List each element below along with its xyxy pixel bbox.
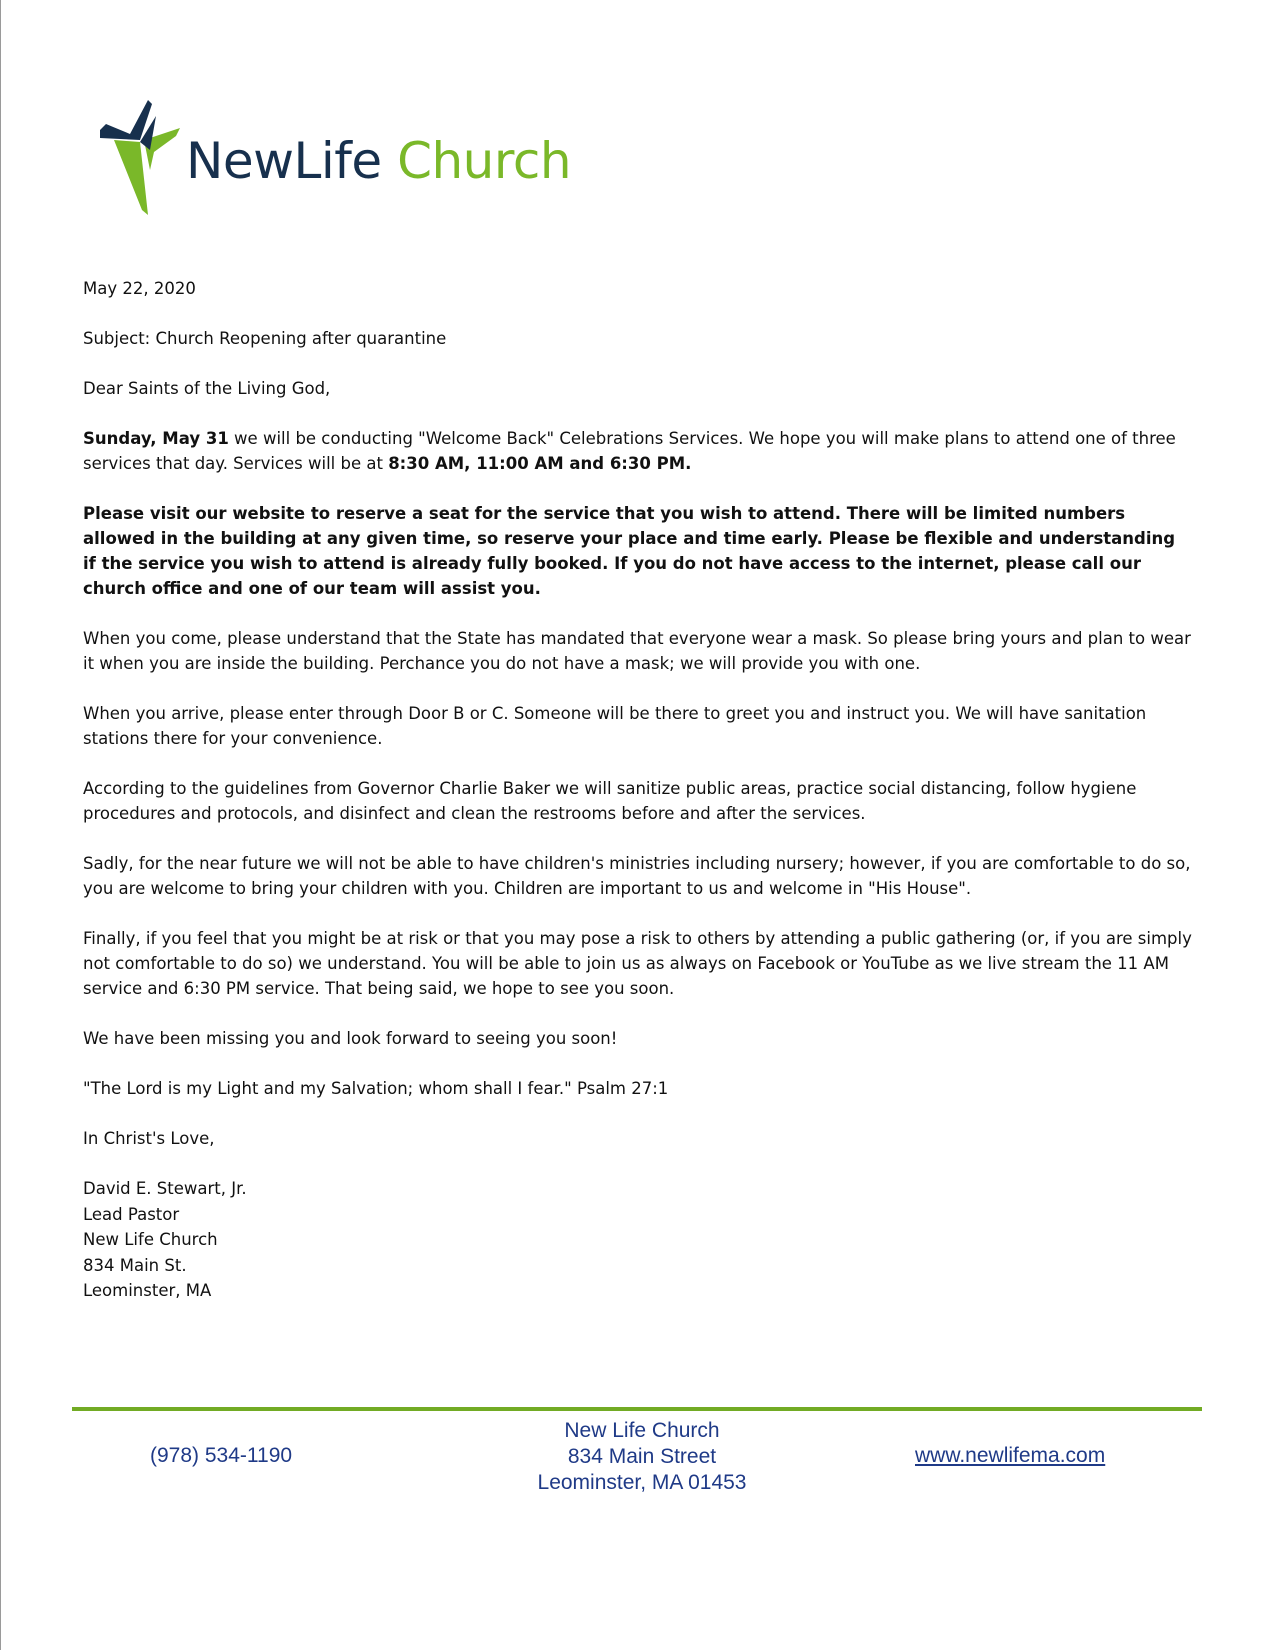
church-logo [100, 100, 580, 215]
paragraph-livestream: Finally, if you feel that you might be at risk or that you may pose a risk to others by attending a public gathering (or, if you are simply not comfortable to do so) we understand. You will be able to join us as always on Facebook or YouTube as we live stream the 11 AM service and 6:30 PM service. That being said, we hope to see you soon. [83, 929, 1192, 998]
footer-website-link[interactable]: www.newlifema.com [915, 1444, 1106, 1467]
letter-subject: Subject: Church Reopening after quarantine [83, 329, 447, 348]
signature-org: New Life Church [83, 1230, 218, 1249]
letter-salutation: Dear Saints of the Living God, [83, 379, 331, 398]
paragraph-guidelines: According to the guidelines from Governor Charlie Baker we will sanitize public areas, practice social distancing, follow hygiene procedures and protocols, and disinfect and clean the restrooms before and after the services. [83, 779, 1137, 823]
signature-city: Leominster, MA [83, 1281, 212, 1300]
footer-address [472, 1418, 812, 1496]
letterhead-footer [0, 1418, 1275, 1508]
paragraph-services: Sunday, May 31 we will be conducting "Welcome Back" Celebrations Services. We hope you will make plans to attend one of three services that day. Services will be at 8:30 AM, 11:00 AM and 6:30 PM. [83, 429, 1176, 473]
paragraph-reservation: Please visit our website to reserve a seat for the service that you wish to attend. There will be limited numbers allowed in the building at any given time, so reserve your place and time early. Please be flexible and understanding if the service you wish to attend is already fully booked. If you do not have access to the internet, please call our church office and one of our team will assist you. [83, 504, 1176, 598]
footer-street: 834 Main Street [567, 1445, 717, 1468]
footer-phone: (978) 534-1190 [150, 1444, 293, 1467]
service-times: 8:30 AM, 11:00 AM and 6:30 PM. [388, 454, 692, 473]
cross-logo-icon [100, 100, 180, 215]
page-edge [0, 0, 1, 1650]
footer-divider [72, 1407, 1202, 1411]
paragraph-arrival: When you arrive, please enter through Door B or C. Someone will be there to greet you and instruct you. We will have sanitation stations there for your convenience. [83, 704, 1147, 748]
signature-block [83, 1176, 1193, 1304]
footer-city: Leominster, MA 01453 [537, 1471, 747, 1494]
footer-org: New Life Church [564, 1419, 720, 1442]
paragraph-missing: We have been missing you and look forward to seeing you soon! [83, 1029, 618, 1048]
church-name-logo-text: NewLife Church [186, 132, 572, 190]
signature-title: Lead Pastor [83, 1204, 180, 1224]
letter-body [83, 276, 1193, 1304]
signature-street: 834 Main St. [83, 1255, 187, 1275]
service-date: Sunday, May 31 [83, 429, 229, 448]
scripture-quote: "The Lord is my Light and my Salvation; whom shall I fear." Psalm 27:1 [83, 1079, 669, 1098]
paragraph-children: Sadly, for the near future we will not be able to have children's ministries including nursery; however, if you are comfortable to do so, you are welcome to bring your children with you. Children are important to us and welcome in "His House". [83, 854, 1191, 898]
paragraph-mask: When you come, please understand that the State has mandated that everyone wear a mask. So please bring yours and plan to wear it when you are inside the building. Perchance you do not have a mask; we will provide you with one. [83, 629, 1191, 673]
letter-closing: In Christ's Love, [83, 1129, 215, 1148]
letter-date: May 22, 2020 [83, 279, 196, 298]
signature-name: David E. Stewart, Jr. [83, 1179, 247, 1198]
